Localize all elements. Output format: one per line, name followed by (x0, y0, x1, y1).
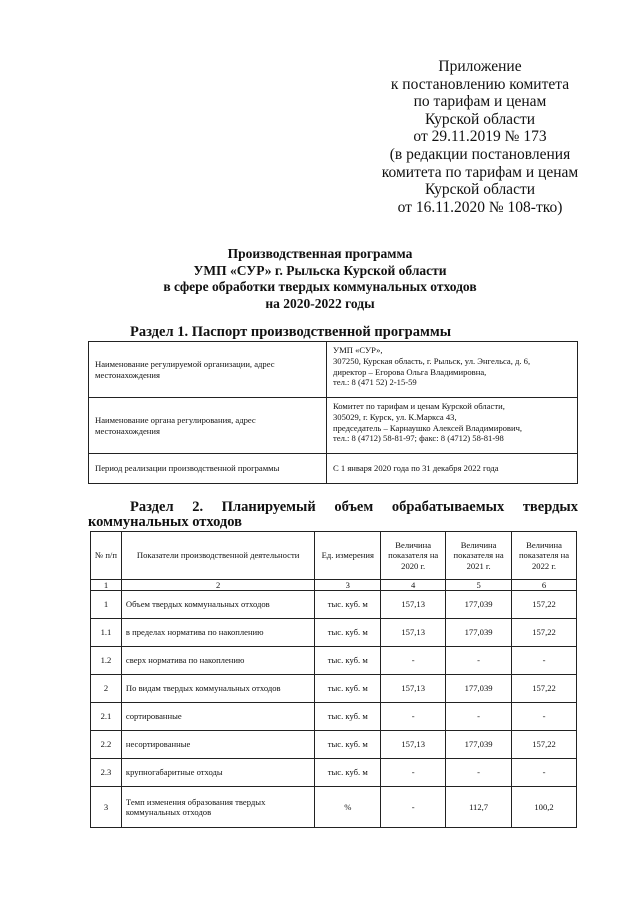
table-row (91, 703, 577, 731)
value-2022: - (512, 759, 577, 787)
row-number: 2.2 (91, 731, 122, 759)
passport-value-line: 305029, г. Курск, ул. К.Маркса 43, (333, 411, 457, 422)
value-2020: - (381, 647, 446, 675)
section2-heading-word: твердых (522, 499, 578, 515)
passport-row (89, 342, 578, 398)
indicator-name: несортированные (121, 731, 314, 759)
value-2020: - (381, 759, 446, 787)
indicator-name: По видам твердых коммунальных отходов (121, 675, 314, 703)
unit: тыс. куб. м (315, 591, 381, 619)
appendix-line: комитета по тарифам и ценам (381, 163, 579, 181)
table-row (91, 731, 577, 759)
value-2022: 157,22 (512, 731, 577, 759)
value-2022: - (512, 703, 577, 731)
passport-label: Наименование органа регулирования, адрес местонахождения (89, 398, 327, 454)
title-line: УМП «СУР» г. Рыльска Курской области (193, 262, 447, 278)
appendix-line: Приложение (438, 58, 522, 75)
table-row (91, 619, 577, 647)
col-number: 1 (91, 580, 122, 591)
section1-heading: Раздел 1. Паспорт производственной программы (130, 324, 452, 340)
value-2020: 157,13 (381, 591, 446, 619)
value-2022: 157,22 (512, 675, 577, 703)
indicator-name: сортированные (121, 703, 314, 731)
row-number: 2.1 (91, 703, 122, 731)
passport-table (88, 341, 578, 484)
title-line: в сфере обработки твердых коммунальных отходов (163, 279, 477, 294)
row-number: 2 (91, 675, 122, 703)
title-line: Производственная программа (227, 246, 413, 261)
appendix-line: (в редакции постановления (389, 145, 571, 163)
indicator-name: Объем твердых коммунальных отходов (121, 591, 314, 619)
value-2021: - (446, 647, 512, 675)
column-number-row (91, 580, 577, 591)
plan-header-row (91, 532, 577, 580)
passport-row (89, 398, 578, 454)
indicator-name: крупногабаритные отходы (121, 759, 314, 787)
passport-value-line: С 1 января 2020 года по 31 декабря 2022 года (333, 463, 499, 474)
header-cell: Показатели производственной деятельности (121, 532, 314, 580)
value-2022: 157,22 (512, 591, 577, 619)
indicator-name: сверх норматива по накоплению (121, 647, 314, 675)
section2-heading-line2: коммунальных отходов (88, 514, 242, 530)
section2-heading-word: 2. (192, 499, 204, 515)
passport-value-line: УМП «СУР», (333, 345, 383, 355)
title-line: на 2020-2022 годы (265, 295, 375, 311)
header-cell: Величина показателя на 2022 г. (512, 532, 577, 580)
appendix-line: Курской области (424, 181, 536, 199)
section2-heading-word: Раздел (130, 499, 174, 515)
section2-heading-word: обрабатываемых (391, 499, 505, 515)
unit: тыс. куб. м (315, 619, 381, 647)
header-cell: Величина показателя на 2020 г. (381, 532, 446, 580)
plan-table (90, 531, 577, 828)
value-2022: 100,2 (512, 787, 577, 828)
appendix-line: от 16.11.2020 № 108-тко) (397, 198, 563, 216)
passport-value-line: директор – Егорова Ольга Владимировна, (333, 366, 487, 377)
value-2020: - (381, 703, 446, 731)
value-2022: 157,22 (512, 619, 577, 647)
unit: % (315, 787, 381, 828)
value-2020: 157,13 (381, 675, 446, 703)
value-2022: - (512, 647, 577, 675)
value-2021: 177,039 (446, 591, 512, 619)
passport-value-line: председатель – Карнаушко Алексей Владимирович, (333, 422, 523, 433)
row-number: 2.3 (91, 759, 122, 787)
header-cell: № п/п (91, 532, 122, 580)
appendix-line: по тарифам и ценам (413, 93, 547, 111)
col-number: 3 (315, 580, 381, 591)
row-number: 1 (91, 591, 122, 619)
passport-value-line: 307250, Курская область, г. Рыльск, ул. Энгельса, д. 6, (333, 355, 531, 366)
value-2021: 112,7 (446, 787, 512, 828)
appendix-line: Курской области (424, 110, 536, 128)
unit: тыс. куб. м (315, 703, 381, 731)
unit: тыс. куб. м (315, 759, 381, 787)
passport-value (327, 398, 578, 454)
section2-heading-word: Планируемый (221, 499, 316, 515)
indicator-name: Темп изменения образования твердых коммунальных отходов (121, 787, 314, 828)
passport-value (327, 454, 578, 484)
passport-value-line: Комитет по тарифам и ценам Курской области, (333, 401, 505, 411)
table-row (91, 787, 577, 828)
col-number: 6 (512, 580, 577, 591)
value-2021: 177,039 (446, 675, 512, 703)
document-title (120, 246, 520, 312)
header-cell: Ед. измерения (315, 532, 381, 580)
table-row (91, 591, 577, 619)
passport-value (327, 342, 578, 398)
table-row (91, 647, 577, 675)
value-2021: 177,039 (446, 619, 512, 647)
col-number: 5 (446, 580, 512, 591)
section2-heading (88, 500, 578, 530)
appendix-block (360, 58, 600, 216)
header-cell: Величина показателя на 2021 г. (446, 532, 512, 580)
col-number: 2 (121, 580, 314, 591)
unit: тыс. куб. м (315, 731, 381, 759)
value-2020: 157,13 (381, 619, 446, 647)
table-row (91, 675, 577, 703)
row-number: 1.1 (91, 619, 122, 647)
section2-heading-word: объем (334, 499, 374, 515)
passport-row (89, 454, 578, 484)
passport-value-line: тел.: 8 (471 52) 2-15-59 (333, 377, 417, 388)
passport-label: Наименование регулируемой организации, адрес местонахождения (89, 342, 327, 398)
value-2021: - (446, 759, 512, 787)
table-row (91, 759, 577, 787)
passport-label: Период реализации производственной программы (89, 454, 327, 484)
value-2021: 177,039 (446, 731, 512, 759)
passport-value-line: тел.: 8 (4712) 58-81-97; факс: 8 (4712) 58-81-98 (333, 433, 504, 444)
value-2021: - (446, 703, 512, 731)
row-number: 1.2 (91, 647, 122, 675)
indicator-name: в пределах норматива по накоплению (121, 619, 314, 647)
unit: тыс. куб. м (315, 647, 381, 675)
col-number: 4 (381, 580, 446, 591)
unit: тыс. куб. м (315, 675, 381, 703)
appendix-line: от 29.11.2019 № 173 (413, 128, 547, 146)
value-2020: 157,13 (381, 731, 446, 759)
value-2020: - (381, 787, 446, 828)
appendix-line: к постановлению комитета (390, 75, 570, 93)
row-number: 3 (91, 787, 122, 828)
